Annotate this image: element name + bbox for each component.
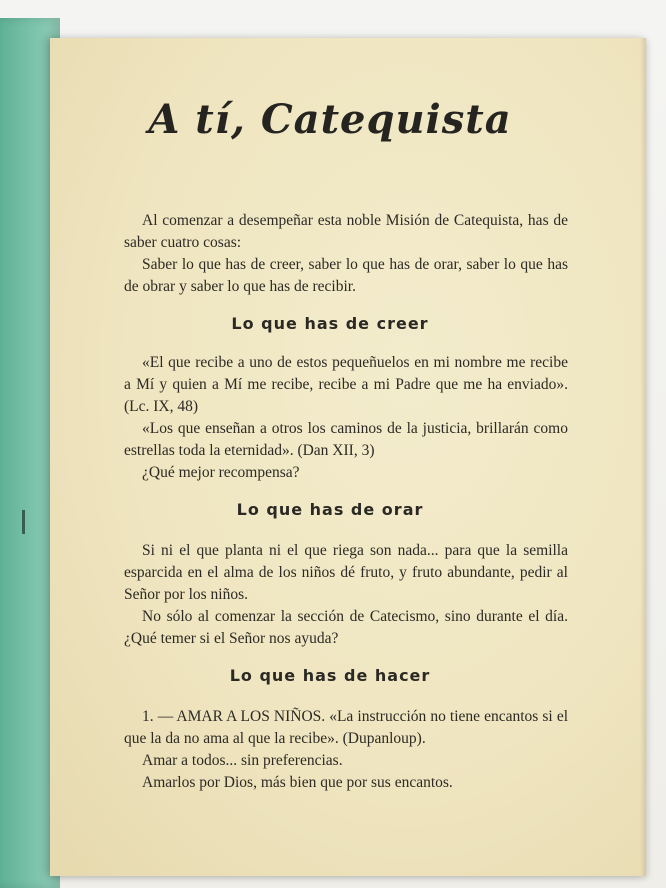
- intro-paragraph-1: Al comenzar a desempeñar esta noble Misión de Catequista, has de saber cuatro cosas:: [124, 212, 568, 251]
- orar-paragraph-1: Si ni el que planta ni el que riega son nada... para que la semilla esparcida en el alma de los niños dé fruto, y fruto abundante, pedir al Señor por los niños.: [124, 542, 568, 603]
- intro-paragraph-2: Saber lo que has de creer, saber lo que has de orar, saber lo que has de obrar y saber lo que has de recibir.: [124, 256, 568, 295]
- heading-hacer: Lo que has de hacer: [229, 666, 431, 685]
- creer-paragraph-1: «El que recibe a uno de estos pequeñuelos en mi nombre me recibe a Mí y quien a Mí me recibe, recibe a mi Padre que me ha enviado». (Lc. IX, 48): [124, 354, 568, 415]
- heading-creer: Lo que has de creer: [231, 314, 429, 333]
- hacer-paragraph-3: Amarlos por Dios, más bien que por sus encantos.: [142, 774, 453, 791]
- intro-text: [124, 210, 568, 298]
- cover-mark: [22, 510, 25, 534]
- page-title: A tí, Catequista: [148, 96, 512, 143]
- section-creer-text: [124, 352, 568, 484]
- hacer-paragraph-2: Amar a todos... sin preferencias.: [142, 752, 343, 769]
- creer-paragraph-2: «Los que enseñan a otros los caminos de la justicia, brillarán como estrellas toda la eternidad». (Dan XII, 3): [124, 420, 568, 459]
- orar-paragraph-2: No sólo al comenzar la sección de Catecismo, sino durante el día. ¿Qué temer si el Señor nos ayuda?: [124, 608, 568, 647]
- creer-paragraph-3: ¿Qué mejor recompensa?: [142, 464, 300, 481]
- heading-orar: Lo que has de orar: [236, 500, 424, 519]
- section-orar-text: [124, 540, 568, 650]
- hacer-paragraph-1: 1. — AMAR A LOS NIÑOS. «La instrucción no tiene encantos si el que la da no ama al que la recibe». (Dupanloup).: [124, 708, 568, 747]
- page-edge-shadow: [640, 38, 646, 876]
- section-hacer-text: [124, 706, 568, 794]
